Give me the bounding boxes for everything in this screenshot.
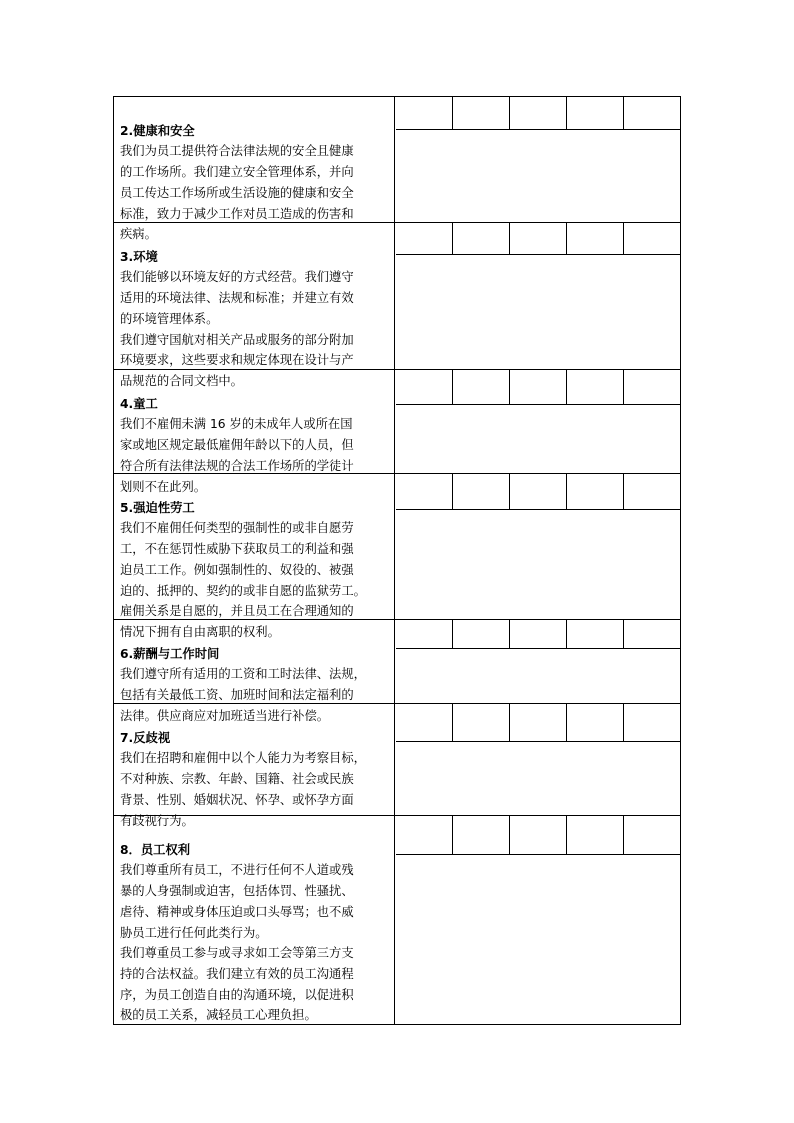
- response-grid: [396, 223, 680, 369]
- notes-cell[interactable]: [396, 510, 680, 619]
- check-cell[interactable]: [624, 370, 680, 404]
- check-cell[interactable]: [567, 370, 624, 404]
- response-grid: [396, 474, 680, 619]
- section-wages-hours: [113, 619, 681, 723]
- section-heading: 6.薪酬与工作时间: [120, 646, 220, 661]
- section-heading: 7.反歧视: [120, 730, 171, 745]
- check-cell[interactable]: [453, 704, 510, 741]
- section-heading: 2.健康和安全: [120, 123, 195, 138]
- section-text: [114, 474, 395, 639]
- check-row: [396, 97, 680, 130]
- section-text: [114, 704, 395, 828]
- section-text: [114, 223, 395, 388]
- section-employee-rights: [113, 815, 681, 1025]
- check-cell[interactable]: [567, 704, 624, 741]
- check-cell[interactable]: [453, 370, 510, 404]
- section-heading: 3.环境: [120, 249, 158, 264]
- check-cell[interactable]: [510, 223, 567, 254]
- check-cell[interactable]: [396, 370, 453, 404]
- section-body: 我们在招聘和雇佣中以个人能力为考察目标， 不对种族、宗教、年龄、国籍、社会或民族 背景、性别、婚姻状况、怀孕、或怀孕方面 有歧视行为。: [120, 751, 366, 828]
- check-cell[interactable]: [624, 97, 680, 129]
- notes-cell[interactable]: [396, 855, 680, 1024]
- check-cell[interactable]: [567, 816, 624, 854]
- check-cell[interactable]: [396, 816, 453, 854]
- check-cell[interactable]: [396, 97, 453, 129]
- check-cell[interactable]: [453, 474, 510, 509]
- section-environment: [113, 222, 681, 388]
- check-row: [396, 370, 680, 405]
- check-cell[interactable]: [567, 223, 624, 254]
- check-cell[interactable]: [624, 816, 680, 854]
- check-cell[interactable]: [453, 816, 510, 854]
- check-cell[interactable]: [510, 620, 567, 648]
- section-body: 我们能够以环境友好的方式经营。我们遵守 适用的环境法律、法规和标准；并建立有效 的环境管理体系。 我们遵守国航对相关产品或服务的部分附加 环境要求，这些要求和规定体现在设计与产 品规范的合同文档中。: [120, 270, 354, 388]
- section-body: 我们不雇佣任何类型的强制性的或非自愿劳 工，不在惩罚性威胁下获取员工的利益和强 迫员工工作。例如强制性的、奴役的、被强 迫的、抵押的、契约的或非自愿的监狱劳工。 雇佣关系是自愿的，并且员工在合理通知的 情况下拥有自由离职的权利。: [120, 521, 366, 639]
- check-cell[interactable]: [510, 704, 567, 741]
- check-cell[interactable]: [396, 704, 453, 741]
- notes-cell[interactable]: [396, 255, 680, 369]
- check-cell[interactable]: [396, 620, 453, 648]
- check-cell[interactable]: [624, 620, 680, 648]
- check-cell[interactable]: [453, 223, 510, 254]
- response-grid: [396, 704, 680, 815]
- check-cell[interactable]: [510, 370, 567, 404]
- check-cell[interactable]: [624, 704, 680, 741]
- check-row: [396, 704, 680, 742]
- check-cell[interactable]: [510, 474, 567, 509]
- section-heading: 4.童工: [120, 396, 158, 411]
- check-cell[interactable]: [396, 223, 453, 254]
- notes-cell[interactable]: [396, 649, 680, 703]
- check-row: [396, 620, 680, 649]
- check-cell[interactable]: [567, 620, 624, 648]
- check-cell[interactable]: [510, 816, 567, 854]
- section-body: 我们尊重所有员工，不进行任何不人道或残 暴的人身强制或迫害，包括体罚、性骚扰、 虐待、精神或身体压迫或口头辱骂；也不威 胁员工进行任何此类行为。 我们尊重员工参与或寻求如工会等第三方支 持的合法权益。我们建立有效的员工沟通程 序，为员工创造自由的沟通环境，以促进积 极的员工关系，减轻员工心理负担。: [120, 863, 354, 1023]
- section-anti-discrimination: [113, 703, 681, 828]
- check-row: [396, 474, 680, 510]
- section-forced-labor: [113, 473, 681, 639]
- notes-cell[interactable]: [396, 742, 680, 815]
- check-row: [396, 816, 680, 855]
- check-cell[interactable]: [624, 223, 680, 254]
- section-body: 我们遵守所有适用的工资和工时法律、法规， 包括有关最低工资、加班时间和法定福利的 法律。供应商应对加班适当进行补偿。: [120, 667, 366, 723]
- check-cell[interactable]: [624, 474, 680, 509]
- section-body: 我们为员工提供符合法律法规的安全且健康 的工作场所。我们建立安全管理体系，并向 员工传达工作场所或生活设施的健康和安全 标准，致力于减少工作对员工造成的伤害和 疾病。: [120, 144, 354, 242]
- section-heading: 8．员工权利: [120, 842, 191, 857]
- section-heading: 5.强迫性劳工: [120, 500, 195, 515]
- response-grid: [396, 620, 680, 703]
- section-health-safety: [113, 96, 681, 242]
- section-body: 我们不雇佣未满 16 岁的未成年人或所在国 家或地区规定最低雇佣年龄以下的人员，但 符合所有法律法规的合法工作场所的学徒计 划则不在此列。: [120, 417, 354, 494]
- notes-cell[interactable]: [396, 130, 680, 222]
- section-text: [114, 370, 395, 494]
- check-cell[interactable]: [567, 474, 624, 509]
- check-cell[interactable]: [567, 97, 624, 129]
- section-text: [114, 97, 395, 242]
- notes-cell[interactable]: [396, 405, 680, 473]
- check-row: [396, 223, 680, 255]
- response-grid: [396, 816, 680, 1024]
- response-grid: [396, 97, 680, 222]
- check-cell[interactable]: [396, 474, 453, 509]
- section-child-labor: [113, 369, 681, 494]
- check-cell[interactable]: [510, 97, 567, 129]
- section-text: [114, 620, 395, 723]
- response-grid: [396, 370, 680, 473]
- check-cell[interactable]: [453, 620, 510, 648]
- section-text: [114, 816, 395, 1024]
- check-cell[interactable]: [453, 97, 510, 129]
